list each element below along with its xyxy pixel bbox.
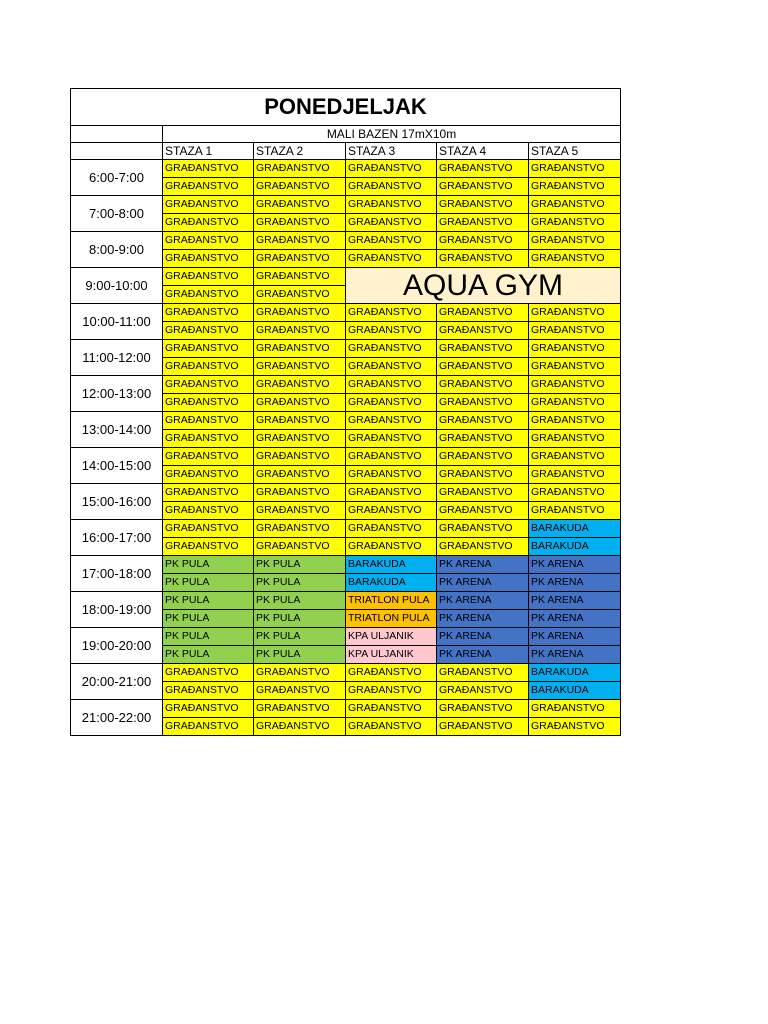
- lane-cell: GRAĐANSTVO: [437, 358, 529, 376]
- lane-cell: GRAĐANSTVO: [163, 484, 254, 502]
- lane-cell: GRAĐANSTVO: [346, 304, 437, 322]
- lane-cell: GRAĐANSTVO: [254, 718, 346, 736]
- schedule-row: [71, 628, 621, 646]
- lane-cell: GRAĐANSTVO: [437, 664, 529, 682]
- lane-cell: GRAĐANSTVO: [529, 502, 621, 520]
- time-slot-label: 13:00-14:00: [71, 412, 163, 448]
- lane-cell: GRAĐANSTVO: [163, 466, 254, 484]
- lane-cell: GRAĐANSTVO: [254, 214, 346, 232]
- lane-cell: GRAĐANSTVO: [163, 322, 254, 340]
- lane-cell: GRAĐANSTVO: [346, 394, 437, 412]
- lane-cell: GRAĐANSTVO: [254, 448, 346, 466]
- lane-cell: GRAĐANSTVO: [346, 178, 437, 196]
- lane-cell: PK ARENA: [529, 646, 621, 664]
- lane-cell: GRAĐANSTVO: [254, 538, 346, 556]
- lane-cell: GRAĐANSTVO: [254, 178, 346, 196]
- lane-cell: GRAĐANSTVO: [163, 250, 254, 268]
- time-slot-label: 21:00-22:00: [71, 700, 163, 736]
- lane-cell: GRAĐANSTVO: [163, 538, 254, 556]
- time-slot-label: 6:00-7:00: [71, 160, 163, 196]
- lane-cell: GRAĐANSTVO: [437, 430, 529, 448]
- lane-cell: GRAĐANSTVO: [529, 322, 621, 340]
- lane-cell: BARAKUDA: [346, 574, 437, 592]
- lane-cell: GRAĐANSTVO: [254, 484, 346, 502]
- lane-cell: PK ARENA: [529, 592, 621, 610]
- schedule-row: [71, 304, 621, 322]
- lane-cell: GRAĐANSTVO: [254, 376, 346, 394]
- lane-cell: TRIATLON PULA: [346, 592, 437, 610]
- lane-cell: GRAĐANSTVO: [437, 538, 529, 556]
- lane-cell: GRAĐANSTVO: [163, 412, 254, 430]
- schedule-row: [71, 412, 621, 430]
- schedule-row: [71, 484, 621, 502]
- time-slot-label: 7:00-8:00: [71, 196, 163, 232]
- lane-cell: GRAĐANSTVO: [254, 394, 346, 412]
- lane-cell: PK PULA: [163, 628, 254, 646]
- lane-cell: GRAĐANSTVO: [437, 448, 529, 466]
- time-slot-label: 9:00-10:00: [71, 268, 163, 304]
- schedule-row: [71, 196, 621, 214]
- lane-cell: PK PULA: [254, 574, 346, 592]
- time-slot-label: 8:00-9:00: [71, 232, 163, 268]
- lane-cell: GRAĐANSTVO: [437, 520, 529, 538]
- pool-name: MALI BAZEN 17mX10m: [163, 126, 621, 143]
- schedule-row: [71, 448, 621, 466]
- time-slot-label: 11:00-12:00: [71, 340, 163, 376]
- lane-cell: GRAĐANSTVO: [163, 376, 254, 394]
- schedule-row: [71, 556, 621, 574]
- time-slot-label: 15:00-16:00: [71, 484, 163, 520]
- lane-cell: BARAKUDA: [529, 682, 621, 700]
- lane-cell: GRAĐANSTVO: [437, 718, 529, 736]
- lane-header-3: STAZA 3: [346, 143, 437, 160]
- lane-cell: BARAKUDA: [529, 538, 621, 556]
- lane-cell: GRAĐANSTVO: [529, 340, 621, 358]
- lane-cell: GRAĐANSTVO: [437, 466, 529, 484]
- time-slot-label: 18:00-19:00: [71, 592, 163, 628]
- lane-cell: PK PULA: [163, 592, 254, 610]
- empty-corner-cell: [71, 126, 163, 143]
- lane-cell: GRAĐANSTVO: [346, 160, 437, 178]
- lane-cell: PK PULA: [163, 610, 254, 628]
- lane-cell: GRAĐANSTVO: [437, 214, 529, 232]
- lane-cell: PK PULA: [163, 574, 254, 592]
- lane-cell: GRAĐANSTVO: [437, 412, 529, 430]
- schedule-row: [71, 520, 621, 538]
- lane-cell: GRAĐANSTVO: [529, 358, 621, 376]
- lane-cell: GRAĐANSTVO: [163, 664, 254, 682]
- time-slot-label: 19:00-20:00: [71, 628, 163, 664]
- lane-cell: PK PULA: [163, 646, 254, 664]
- lane-cell: GRAĐANSTVO: [163, 520, 254, 538]
- pool-row: [71, 126, 621, 143]
- lane-cell: PK PULA: [254, 646, 346, 664]
- lane-cell: GRAĐANSTVO: [346, 682, 437, 700]
- lane-cell: GRAĐANSTVO: [346, 484, 437, 502]
- lane-cell: GRAĐANSTVO: [254, 664, 346, 682]
- lane-cell: GRAĐANSTVO: [437, 178, 529, 196]
- lane-cell: GRAĐANSTVO: [437, 250, 529, 268]
- lane-header-1: STAZA 1: [163, 143, 254, 160]
- schedule-row: [71, 232, 621, 250]
- lane-cell: GRAĐANSTVO: [437, 502, 529, 520]
- lane-cell: GRAĐANSTVO: [437, 376, 529, 394]
- time-slot-label: 12:00-13:00: [71, 376, 163, 412]
- lane-cell: GRAĐANSTVO: [163, 232, 254, 250]
- lane-cell: GRAĐANSTVO: [163, 394, 254, 412]
- lane-cell: GRAĐANSTVO: [529, 250, 621, 268]
- lane-cell: GRAĐANSTVO: [346, 538, 437, 556]
- schedule-row: [71, 700, 621, 718]
- lane-cell: PK ARENA: [437, 646, 529, 664]
- lane-cell: GRAĐANSTVO: [529, 394, 621, 412]
- lane-cell: GRAĐANSTVO: [163, 286, 254, 304]
- lane-cell: GRAĐANSTVO: [163, 340, 254, 358]
- lane-cell: GRAĐANSTVO: [163, 214, 254, 232]
- lane-cell: GRAĐANSTVO: [437, 484, 529, 502]
- lane-cell: KPA ULJANIK: [346, 628, 437, 646]
- lane-cell: BARAKUDA: [529, 520, 621, 538]
- lane-cell: GRAĐANSTVO: [529, 160, 621, 178]
- lane-cell: GRAĐANSTVO: [254, 322, 346, 340]
- schedule-row: [71, 592, 621, 610]
- lane-cell: PK ARENA: [437, 592, 529, 610]
- lane-cell: GRAĐANSTVO: [163, 304, 254, 322]
- lane-cell: GRAĐANSTVO: [346, 214, 437, 232]
- lane-cell: GRAĐANSTVO: [346, 700, 437, 718]
- lane-cell: GRAĐANSTVO: [254, 466, 346, 484]
- lane-cell: GRAĐANSTVO: [254, 232, 346, 250]
- lane-cell: GRAĐANSTVO: [437, 304, 529, 322]
- lane-cell: GRAĐANSTVO: [529, 466, 621, 484]
- time-slot-label: 16:00-17:00: [71, 520, 163, 556]
- lane-cell: GRAĐANSTVO: [254, 682, 346, 700]
- lane-cell: GRAĐANSTVO: [163, 178, 254, 196]
- lane-header-2: STAZA 2: [254, 143, 346, 160]
- schedule-row: [71, 160, 621, 178]
- lane-cell: GRAĐANSTVO: [346, 340, 437, 358]
- lane-cell: GRAĐANSTVO: [254, 502, 346, 520]
- title-row: [71, 89, 621, 126]
- lane-cell: GRAĐANSTVO: [346, 232, 437, 250]
- lane-cell: GRAĐANSTVO: [529, 484, 621, 502]
- lane-cell: GRAĐANSTVO: [163, 682, 254, 700]
- lane-cell: GRAĐANSTVO: [163, 358, 254, 376]
- lane-cell: GRAĐANSTVO: [163, 718, 254, 736]
- lane-header-4: STAZA 4: [437, 143, 529, 160]
- lane-cell: GRAĐANSTVO: [529, 700, 621, 718]
- lane-cell: GRAĐANSTVO: [529, 232, 621, 250]
- lane-cell: PK ARENA: [437, 628, 529, 646]
- lane-header-row: [71, 143, 621, 160]
- lane-cell: GRAĐANSTVO: [254, 340, 346, 358]
- lane-cell: GRAĐANSTVO: [437, 196, 529, 214]
- lane-cell: GRAĐANSTVO: [254, 700, 346, 718]
- lane-cell: GRAĐANSTVO: [346, 412, 437, 430]
- lane-cell: GRAĐANSTVO: [346, 322, 437, 340]
- day-title: PONEDJELJAK: [71, 89, 621, 126]
- time-slot-label: 20:00-21:00: [71, 664, 163, 700]
- lane-cell: GRAĐANSTVO: [163, 502, 254, 520]
- lane-cell: GRAĐANSTVO: [437, 322, 529, 340]
- lane-cell: GRAĐANSTVO: [346, 520, 437, 538]
- lane-cell: PK ARENA: [437, 610, 529, 628]
- lane-cell: PK PULA: [163, 556, 254, 574]
- lane-cell: BARAKUDA: [346, 556, 437, 574]
- lane-cell: GRAĐANSTVO: [346, 376, 437, 394]
- lane-cell: PK ARENA: [529, 556, 621, 574]
- aqua-gym-block: AQUA GYM: [346, 268, 621, 304]
- lane-cell: GRAĐANSTVO: [529, 718, 621, 736]
- time-slot-label: 14:00-15:00: [71, 448, 163, 484]
- lane-cell: GRAĐANSTVO: [346, 502, 437, 520]
- lane-cell: GRAĐANSTVO: [163, 160, 254, 178]
- lane-cell: GRAĐANSTVO: [529, 214, 621, 232]
- lane-cell: GRAĐANSTVO: [437, 682, 529, 700]
- lane-cell: GRAĐANSTVO: [346, 448, 437, 466]
- lane-cell: GRAĐANSTVO: [529, 196, 621, 214]
- lane-cell: KPA ULJANIK: [346, 646, 437, 664]
- lane-cell: GRAĐANSTVO: [437, 394, 529, 412]
- lane-cell: GRAĐANSTVO: [254, 430, 346, 448]
- lane-cell: GRAĐANSTVO: [254, 412, 346, 430]
- lane-cell: GRAĐANSTVO: [437, 340, 529, 358]
- lane-cell: GRAĐANSTVO: [529, 178, 621, 196]
- lane-cell: PK ARENA: [437, 574, 529, 592]
- lane-cell: PK ARENA: [529, 574, 621, 592]
- schedule-row: [71, 268, 621, 286]
- lane-cell: GRAĐANSTVO: [437, 232, 529, 250]
- schedule-row: [71, 340, 621, 358]
- lane-cell: PK PULA: [254, 556, 346, 574]
- lane-cell: PK PULA: [254, 610, 346, 628]
- lane-cell: GRAĐANSTVO: [163, 268, 254, 286]
- lane-cell: PK ARENA: [529, 628, 621, 646]
- lane-cell: GRAĐANSTVO: [346, 250, 437, 268]
- lane-cell: BARAKUDA: [529, 664, 621, 682]
- lane-cell: GRAĐANSTVO: [254, 250, 346, 268]
- lane-cell: PK PULA: [254, 592, 346, 610]
- lane-cell: GRAĐANSTVO: [254, 160, 346, 178]
- lane-cell: GRAĐANSTVO: [529, 376, 621, 394]
- lane-cell: GRAĐANSTVO: [254, 196, 346, 214]
- schedule-row: [71, 376, 621, 394]
- lane-cell: GRAĐANSTVO: [346, 466, 437, 484]
- lane-cell: GRAĐANSTVO: [346, 196, 437, 214]
- lane-cell: GRAĐANSTVO: [529, 304, 621, 322]
- lane-cell: GRAĐANSTVO: [346, 358, 437, 376]
- lane-cell: GRAĐANSTVO: [254, 286, 346, 304]
- schedule-table: [70, 88, 621, 736]
- lane-header-5: STAZA 5: [529, 143, 621, 160]
- lane-cell: GRAĐANSTVO: [437, 700, 529, 718]
- lane-cell: GRAĐANSTVO: [437, 160, 529, 178]
- lane-cell: GRAĐANSTVO: [254, 358, 346, 376]
- lane-cell: GRAĐANSTVO: [529, 448, 621, 466]
- lane-cell: GRAĐANSTVO: [529, 412, 621, 430]
- schedule-row: [71, 664, 621, 682]
- lane-cell: GRAĐANSTVO: [346, 430, 437, 448]
- lane-cell: GRAĐANSTVO: [254, 304, 346, 322]
- lane-cell: GRAĐANSTVO: [346, 664, 437, 682]
- lane-cell: GRAĐANSTVO: [163, 196, 254, 214]
- lane-cell: GRAĐANSTVO: [346, 718, 437, 736]
- lane-cell: GRAĐANSTVO: [163, 700, 254, 718]
- empty-header-cell: [71, 143, 163, 160]
- lane-cell: GRAĐANSTVO: [254, 520, 346, 538]
- time-slot-label: 10:00-11:00: [71, 304, 163, 340]
- lane-cell: GRAĐANSTVO: [529, 430, 621, 448]
- lane-cell: GRAĐANSTVO: [163, 448, 254, 466]
- lane-cell: PK PULA: [254, 628, 346, 646]
- lane-cell: GRAĐANSTVO: [163, 430, 254, 448]
- lane-cell: PK ARENA: [437, 556, 529, 574]
- lane-cell: TRIATLON PULA: [346, 610, 437, 628]
- lane-cell: PK ARENA: [529, 610, 621, 628]
- lane-cell: GRAĐANSTVO: [254, 268, 346, 286]
- time-slot-label: 17:00-18:00: [71, 556, 163, 592]
